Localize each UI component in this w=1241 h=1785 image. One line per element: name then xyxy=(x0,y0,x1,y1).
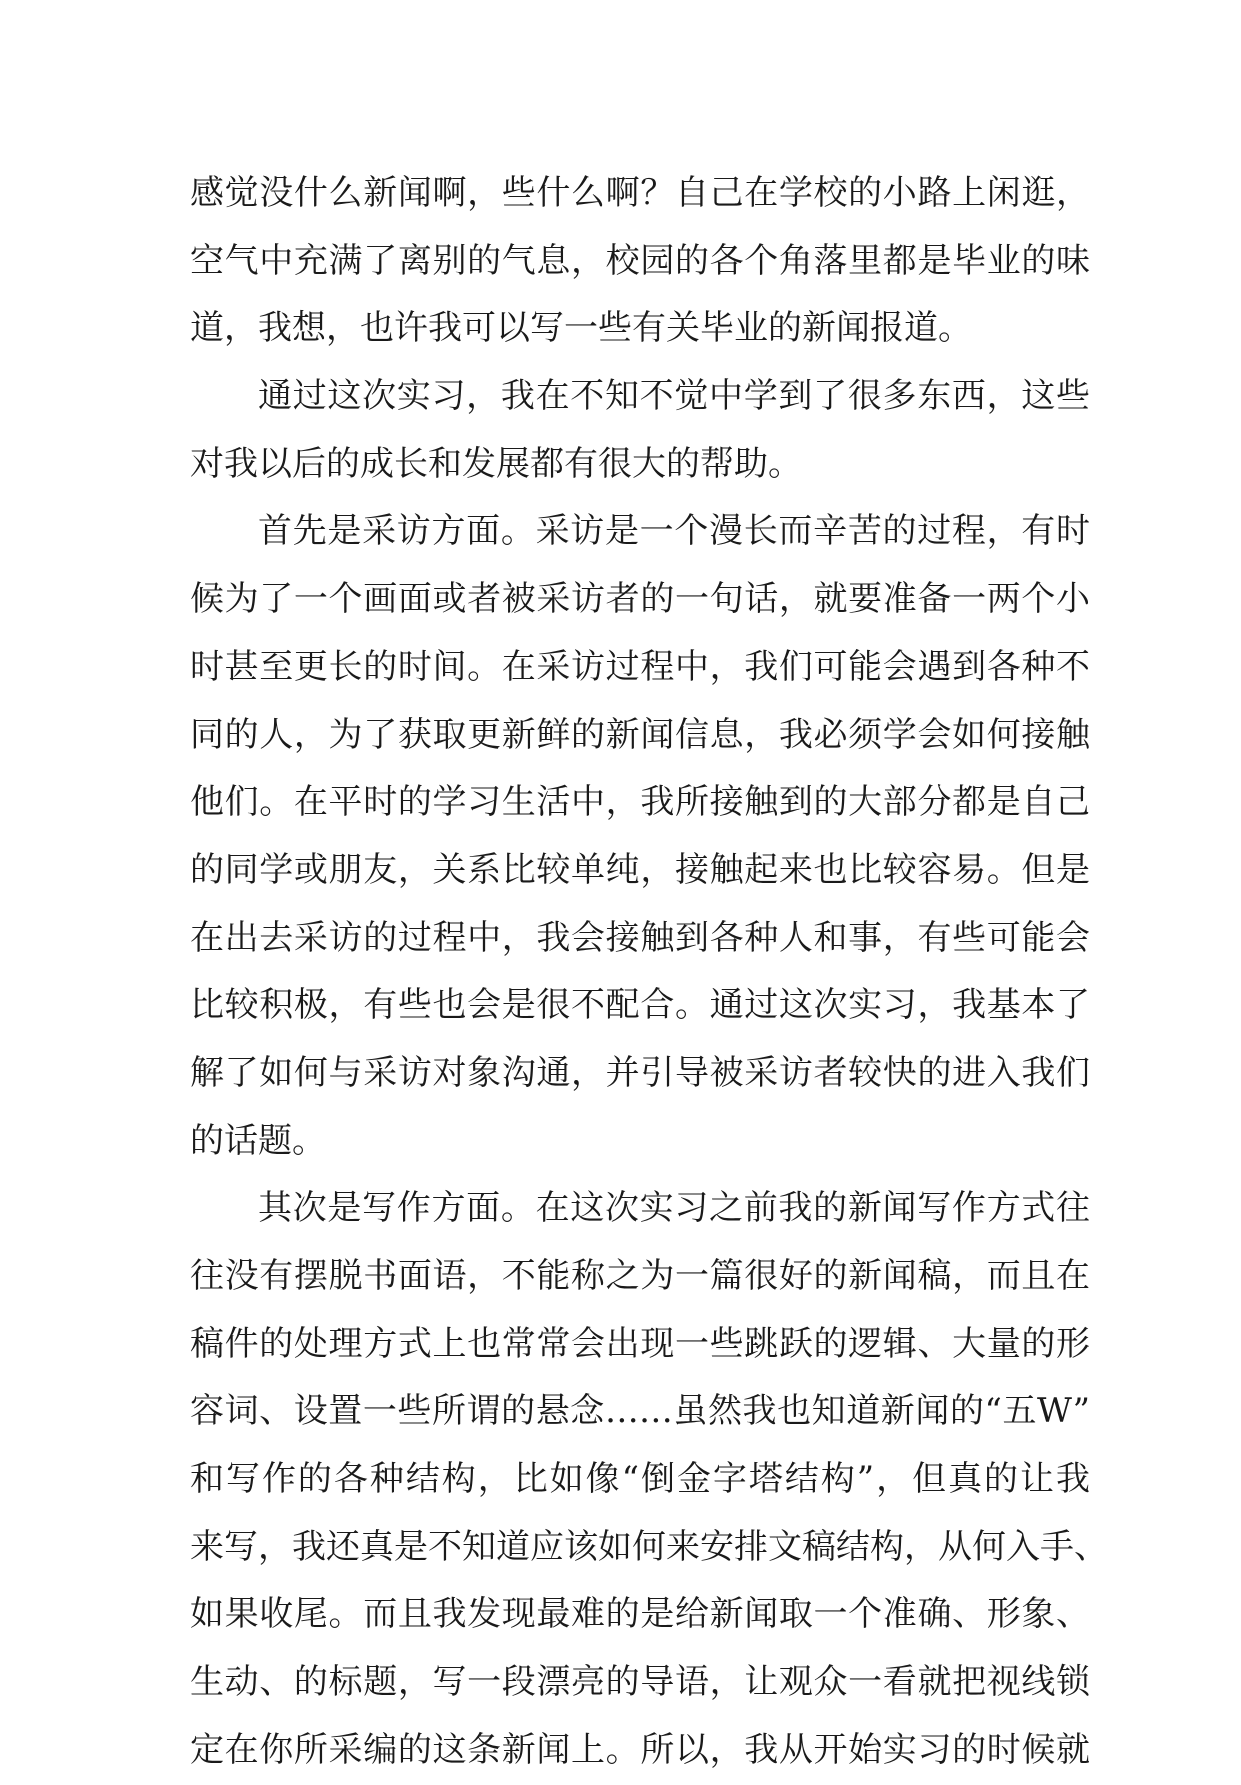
body-text xyxy=(190,160,1108,1785)
text-line: 定在你所采编的这条新闻上。所以，我从开始实习的时候就 xyxy=(190,1729,1090,1770)
text-line: 时甚至更长的时间。在采访过程中，我们可能会遇到各种不 xyxy=(190,646,1090,687)
text-line: 对我以后的成长和发展都有很大的帮助。 xyxy=(190,443,802,484)
text-line: 候为了一个画面或者被采访者的一句话，就要准备一两个小 xyxy=(190,579,1090,620)
text-line: 容词、设置一些所谓的悬念……虽然我也知道新闻的“五W” xyxy=(190,1391,1090,1432)
text-line: 感觉没什么新闻啊，些什么啊？自己在学校的小路上闲逛， xyxy=(190,173,1090,213)
text-line: 和写作的各种结构，比如像“倒金字塔结构”，但真的让我 xyxy=(190,1459,1090,1500)
text-line: 通过这次实习，我在不知不觉中学到了很多东西，这些 xyxy=(258,376,1090,417)
text-line: 在出去采访的过程中，我会接触到各种人和事，有些可能会 xyxy=(190,917,1090,958)
text-line: 空气中充满了离别的气息，校园的各个角落里都是毕业的味 xyxy=(190,240,1090,281)
text-line: 同的人，为了获取更新鲜的新闻信息，我必须学会如何接触 xyxy=(190,714,1090,755)
text-line: 解了如何与采访对象沟通，并引导被采访者较快的进入我们 xyxy=(190,1052,1090,1093)
text-line: 生动、的标题，写一段漂亮的导语，让观众一看就把视线锁 xyxy=(190,1662,1090,1703)
text-line: 如果收尾。而且我发现最难的是给新闻取一个准确、形象、 xyxy=(190,1594,1090,1635)
text-line: 往没有摆脱书面语，不能称之为一篇很好的新闻稿，而且在 xyxy=(190,1256,1090,1296)
text-line: 首先是采访方面。采访是一个漫长而辛苦的过程，有时 xyxy=(258,511,1090,552)
text-line: 比较积极，有些也会是很不配合。通过这次实习，我基本了 xyxy=(190,985,1090,1026)
text-line: 稿件的处理方式上也常常会出现一些跳跃的逻辑、大量的形 xyxy=(190,1323,1090,1364)
text-line: 他们。在平时的学习生活中，我所接触到的大部分都是自己 xyxy=(190,782,1090,823)
text-line: 的话题。 xyxy=(190,1120,326,1161)
text-line: 来写，我还真是不知道应该如何来安排文稿结构，从何入手、 xyxy=(190,1526,1108,1567)
text-line: 的同学或朋友，关系比较单纯，接触起来也比较容易。但是 xyxy=(190,849,1090,890)
text-line: 其次是写作方面。在这次实习之前我的新闻写作方式往 xyxy=(258,1188,1090,1229)
text-line: 道，我想，也许我可以写一些有关毕业的新闻报道。 xyxy=(190,308,972,349)
